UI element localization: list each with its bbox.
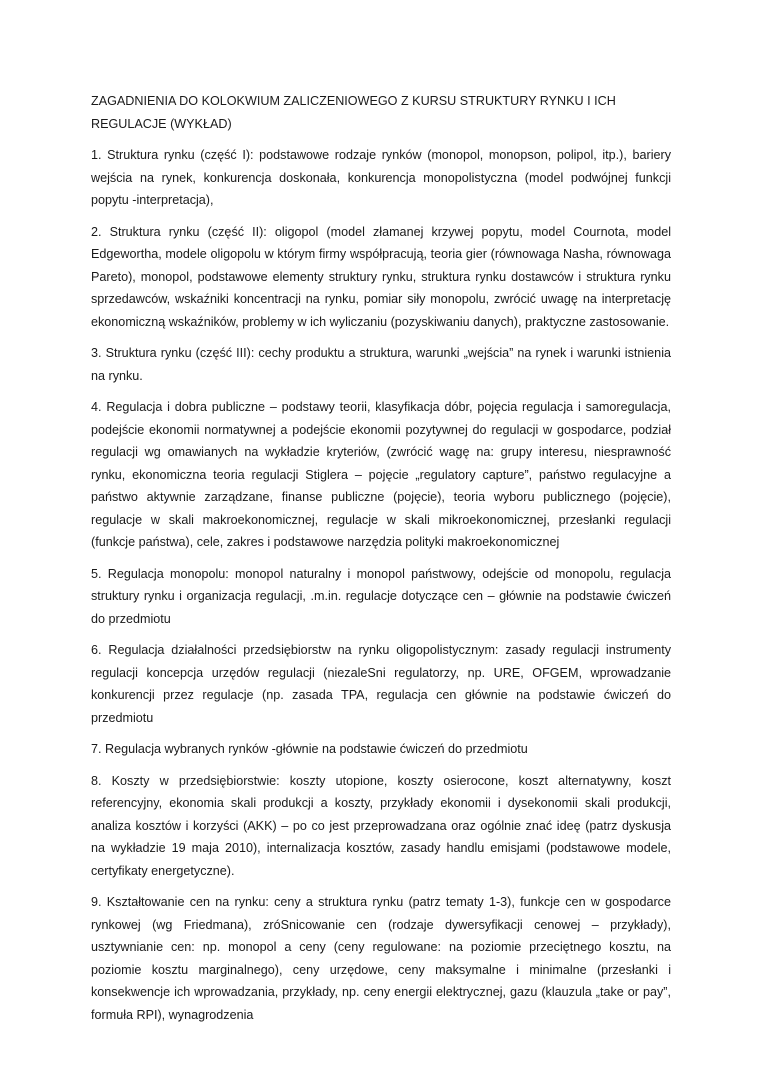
topic-item-7: 7. Regulacja wybranych rynków -głównie na podstawie ćwiczeń do przedmiotu [91, 742, 528, 756]
topic-item-6: 6. Regulacja działalności przedsiębiorstw na rynku oligopolistycznym: zasady regulacji instrumenty regulacji koncepcja urzędów regulacji (niezaleSni regulatorzy, np. URE, OFGEM, wprowadzanie konkurencji przez regulacje (np. zasada TPA, regulacja cen głównie na podstawie ćwiczeń do przedmiotu [91, 643, 671, 725]
document-body [91, 90, 671, 1035]
topic-item-4: 4. Regulacja i dobra publiczne – podstawy teorii, klasyfikacja dóbr, pojęcia regulacja i samoregulacja, podejście ekonomii normatywnej a podejście ekonomii pozytywnej do regulacji w gospodarce, podział regulacji wg omawianych na wykładzie kryteriów, (zwrócić wagę na: grupy interesu, niesprawność rynku, ekonomiczna teoria regulacji Stiglera – pojęcie „regulatory capture”, państwo regulacyjne a państwo aktywnie zarządzane, finanse publiczne (pojęcie), teoria wyboru publicznego (pojęcie), regulacje w skali makroekonomicznej, regulacje w skali mikroekonomicznej, przesłanki regulacji (funkcje państwa), cele, zakres i podstawowe narzędzia polityki makroekonomicznej [91, 400, 671, 549]
topic-item-9: 9. Kształtowanie cen na rynku: ceny a struktura rynku (patrz tematy 1-3), funkcje cen w gospodarce rynkowej (wg Friedmana), zróSnicowanie cen (rodzaje dywersyfikacji cenowej – przykłady), usztywnianie cen: np. monopol a ceny (ceny regulowane: na poziomie przeciętnego kosztu, na poziomie kosztu marginalnego), ceny urzędowe, ceny maksymalne i minimalne (przesłanki i konsekwencje ich wprowadzania, przykłady, np. ceny energii elektrycznej, gazu (klauzula „take or pay”, formuła RPI), wynagrodzenia [91, 895, 671, 1022]
topic-item-3: 3. Struktura rynku (część III): cechy produktu a struktura, warunki „wejścia” na rynek i warunki istnienia na rynku. [91, 346, 671, 383]
topic-item-2: 2. Struktura rynku (część II): oligopol (model złamanej krzywej popytu, model Cournota, model Edgewortha, modele oligopolu w którym firmy współpracują, teoria gier (równowaga Nasha, równowaga Pareto), monopol, podstawowe elementy struktury rynku, struktura rynku dostawców i struktura rynku sprzedawców, wskaźniki koncentracji na rynku, pomiar siły monopolu, zwrócić uwagę na interpretację ekonomiczną wskaźników, problemy w ich wyliczaniu (pozyskiwaniu danych), praktyczne zastosowanie. [91, 224, 671, 329]
topic-item-5: 5. Regulacja monopolu: monopol naturalny i monopol państwowy, odejście od monopolu, regulacja struktury rynku i organizacja regulacji, .m.in. regulacje dotyczące cen – głównie na podstawie ćwiczeń do przedmiotu [91, 566, 671, 626]
topic-item-8: 8. Koszty w przedsiębiorstwie: koszty utopione, koszty osierocone, koszt alternatywny, koszt referencyjny, ekonomia skali produkcji a koszty, przykłady ekonomii i dysekonomii skali produkcji, analiza kosztów i korzyści (AKK) – po co jest przeprowadzana oraz ogólnie znać ideę (patrz dyskusja na wykładzie 19 maja 2010), internalizacja kosztów, zasady handlu emisjami (podstawowe modele, certyfikaty energetyczne). [91, 773, 671, 878]
document-title: ZAGADNIENIA DO KOLOKWIUM ZALICZENIOWEGO Z KURSU STRUKTURY RYNKU I ICH REGULACJE (WYKŁAD) [91, 94, 616, 131]
topic-item-1: 1. Struktura rynku (część I): podstawowe rodzaje rynków (monopol, monopson, polipol, itp.), bariery wejścia na rynek, konkurencja doskonała, konkurencja monopolistyczna (model podwójnej funkcji popytu -interpretacja), [91, 148, 671, 207]
